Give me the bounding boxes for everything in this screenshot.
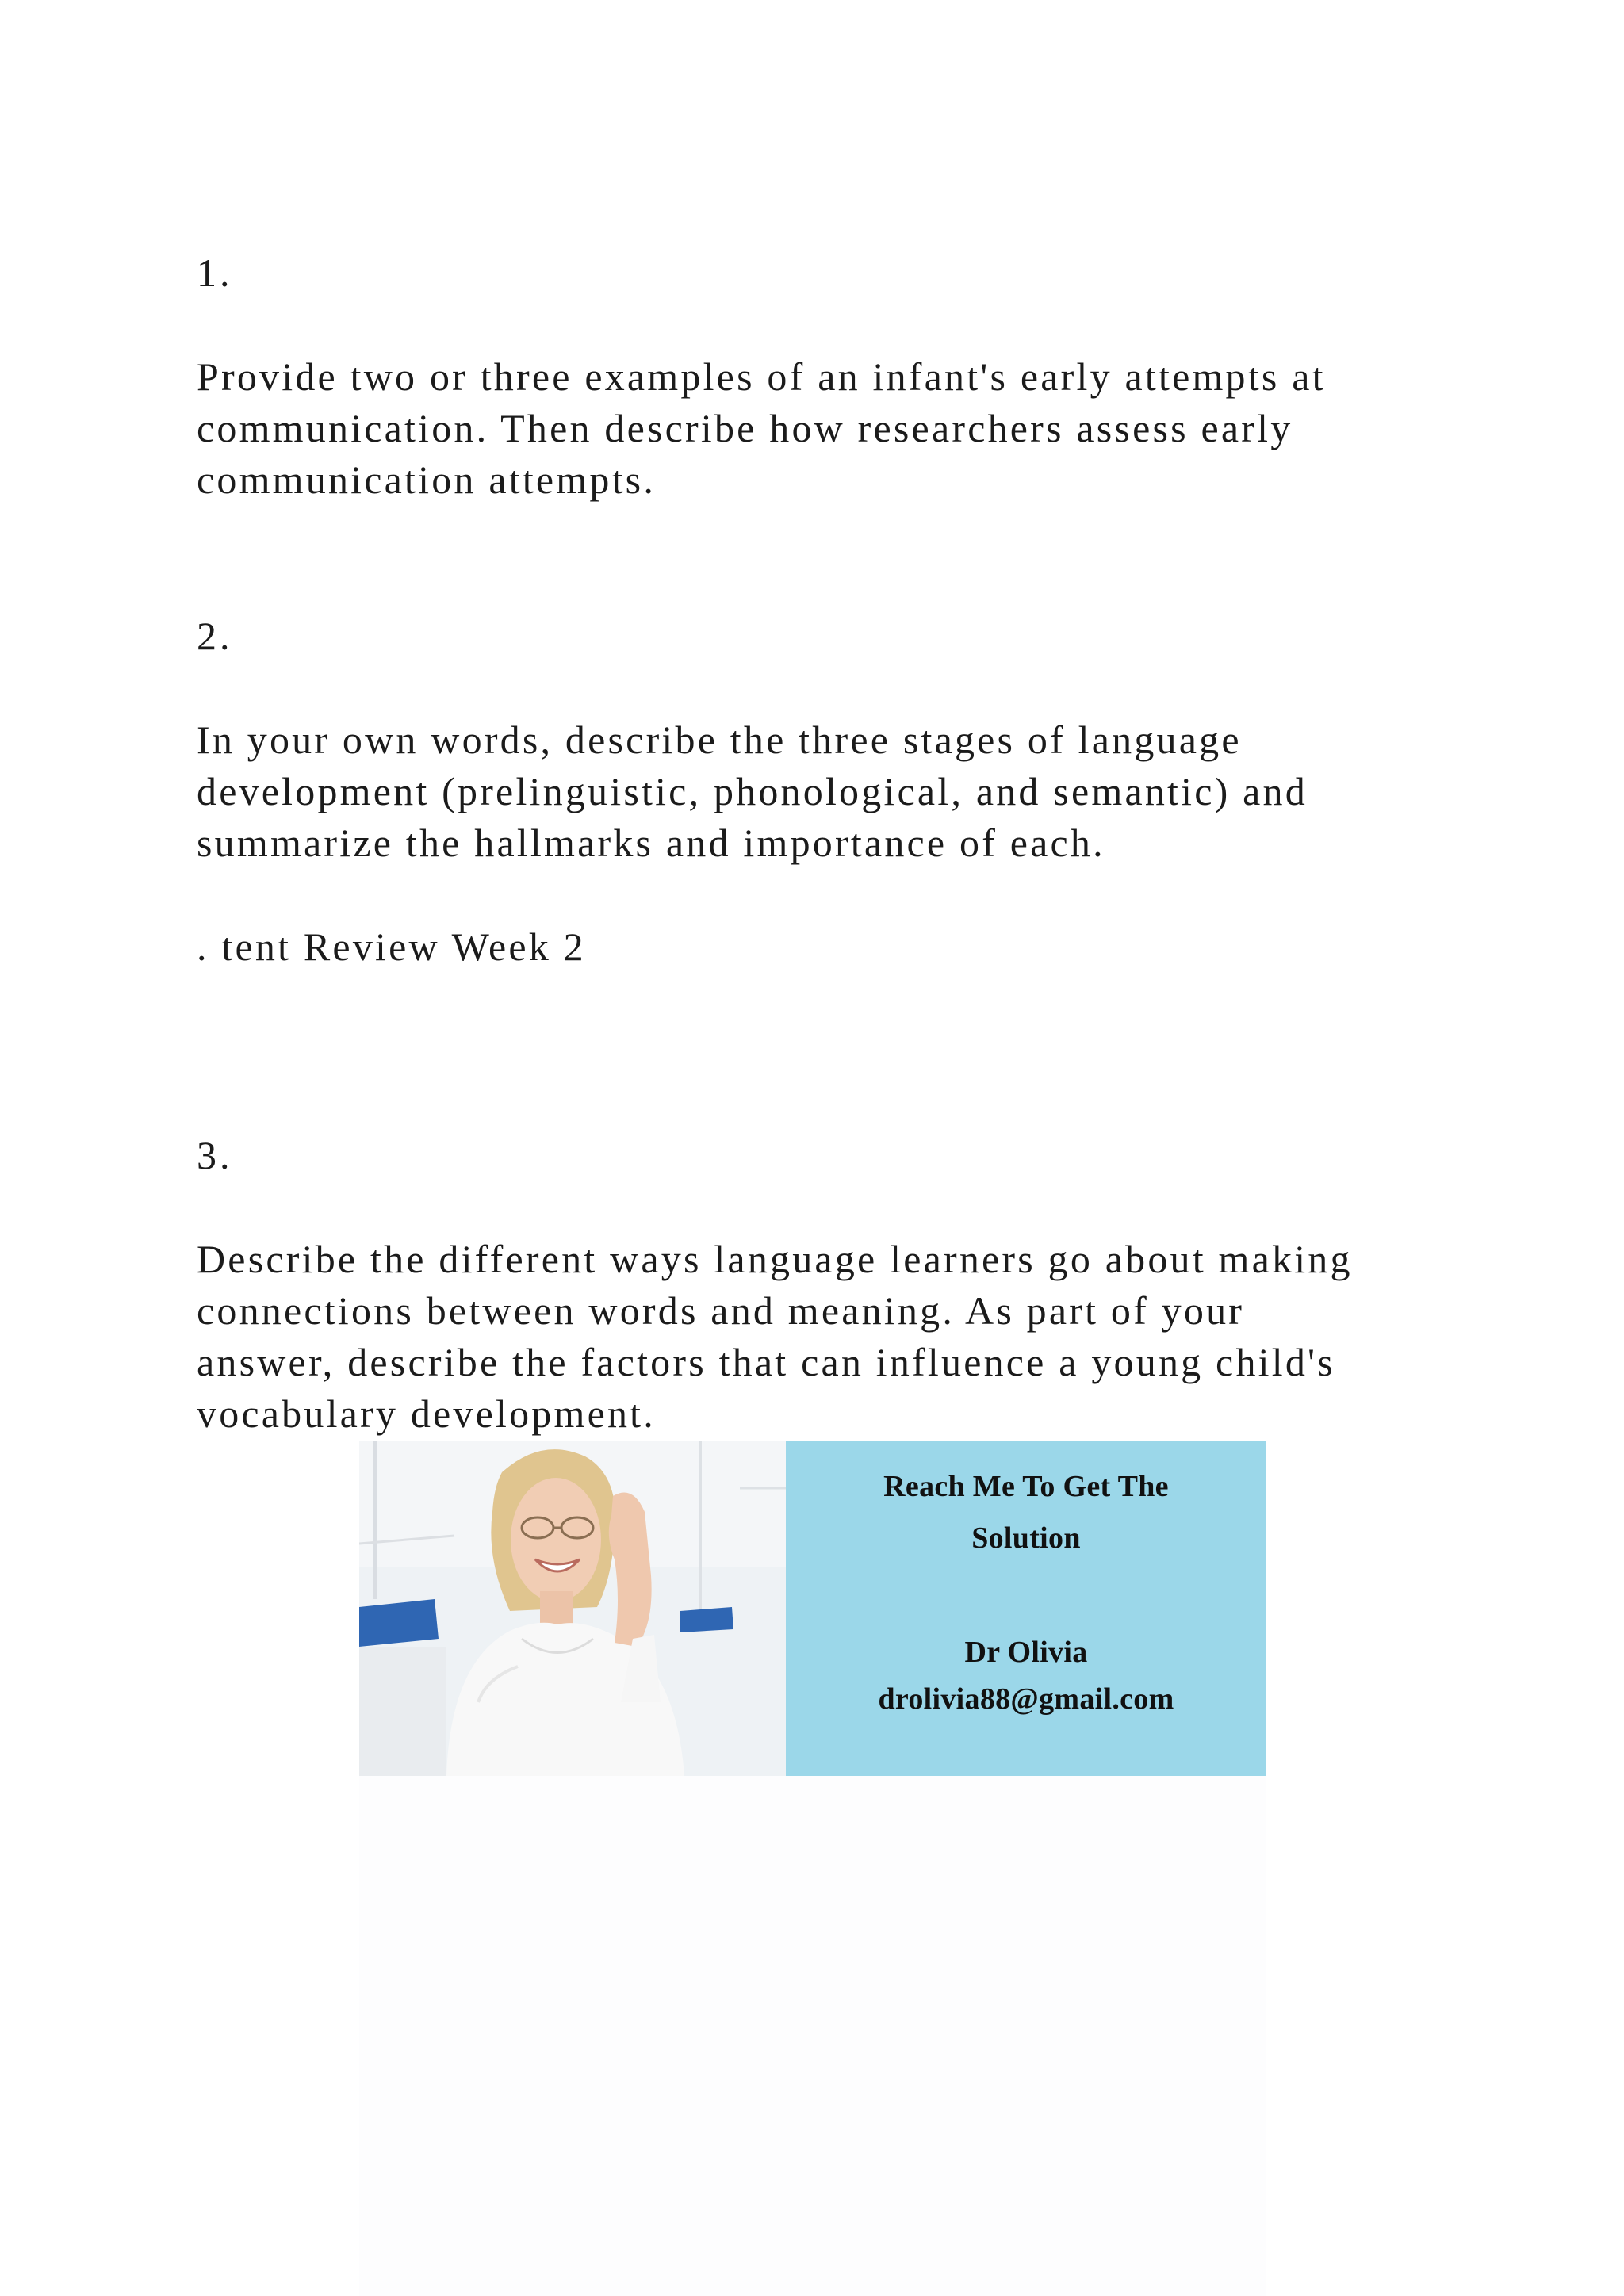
question-1-number: 1. (197, 251, 233, 295)
question-3-number: 3. (197, 1133, 233, 1177)
contact-email: drolivia88@gmail.com (878, 1682, 1174, 1716)
contact-heading-line-2: Solution (971, 1521, 1081, 1555)
question-3-line-2: connections between words and meaning. As part of your (197, 1288, 1245, 1333)
question-3-line-4: vocabulary development. (197, 1391, 656, 1436)
contact-banner (359, 1441, 1266, 1776)
question-3-line-1: Describe the different ways language learners go about making (197, 1237, 1353, 1281)
contact-heading-line-1: Reach Me To Get The (883, 1470, 1169, 1503)
question-1-line-3: communication attempts. (197, 457, 657, 502)
contact-card (786, 1441, 1266, 1776)
blank-image-area (359, 1776, 1266, 2296)
question-1-line-2: communication. Then describe how researchers assess early (197, 406, 1293, 450)
stray-text-line: . tent Review Week 2 (197, 924, 586, 969)
question-2-line-1: In your own words, describe the three stages of language (197, 718, 1242, 762)
woman-photo (359, 1441, 786, 1776)
question-3-line-3: answer, describe the factors that can influence a young child's (197, 1340, 1335, 1384)
question-2-line-2: development (prelinguistic, phonological, and semantic) and (197, 769, 1308, 813)
question-2-number: 2. (197, 614, 233, 658)
question-2-line-3: summarize the hallmarks and importance of each. (197, 821, 1105, 865)
question-1-line-1: Provide two or three examples of an infant's early attempts at (197, 354, 1326, 399)
contact-name: Dr Olivia (964, 1636, 1088, 1669)
